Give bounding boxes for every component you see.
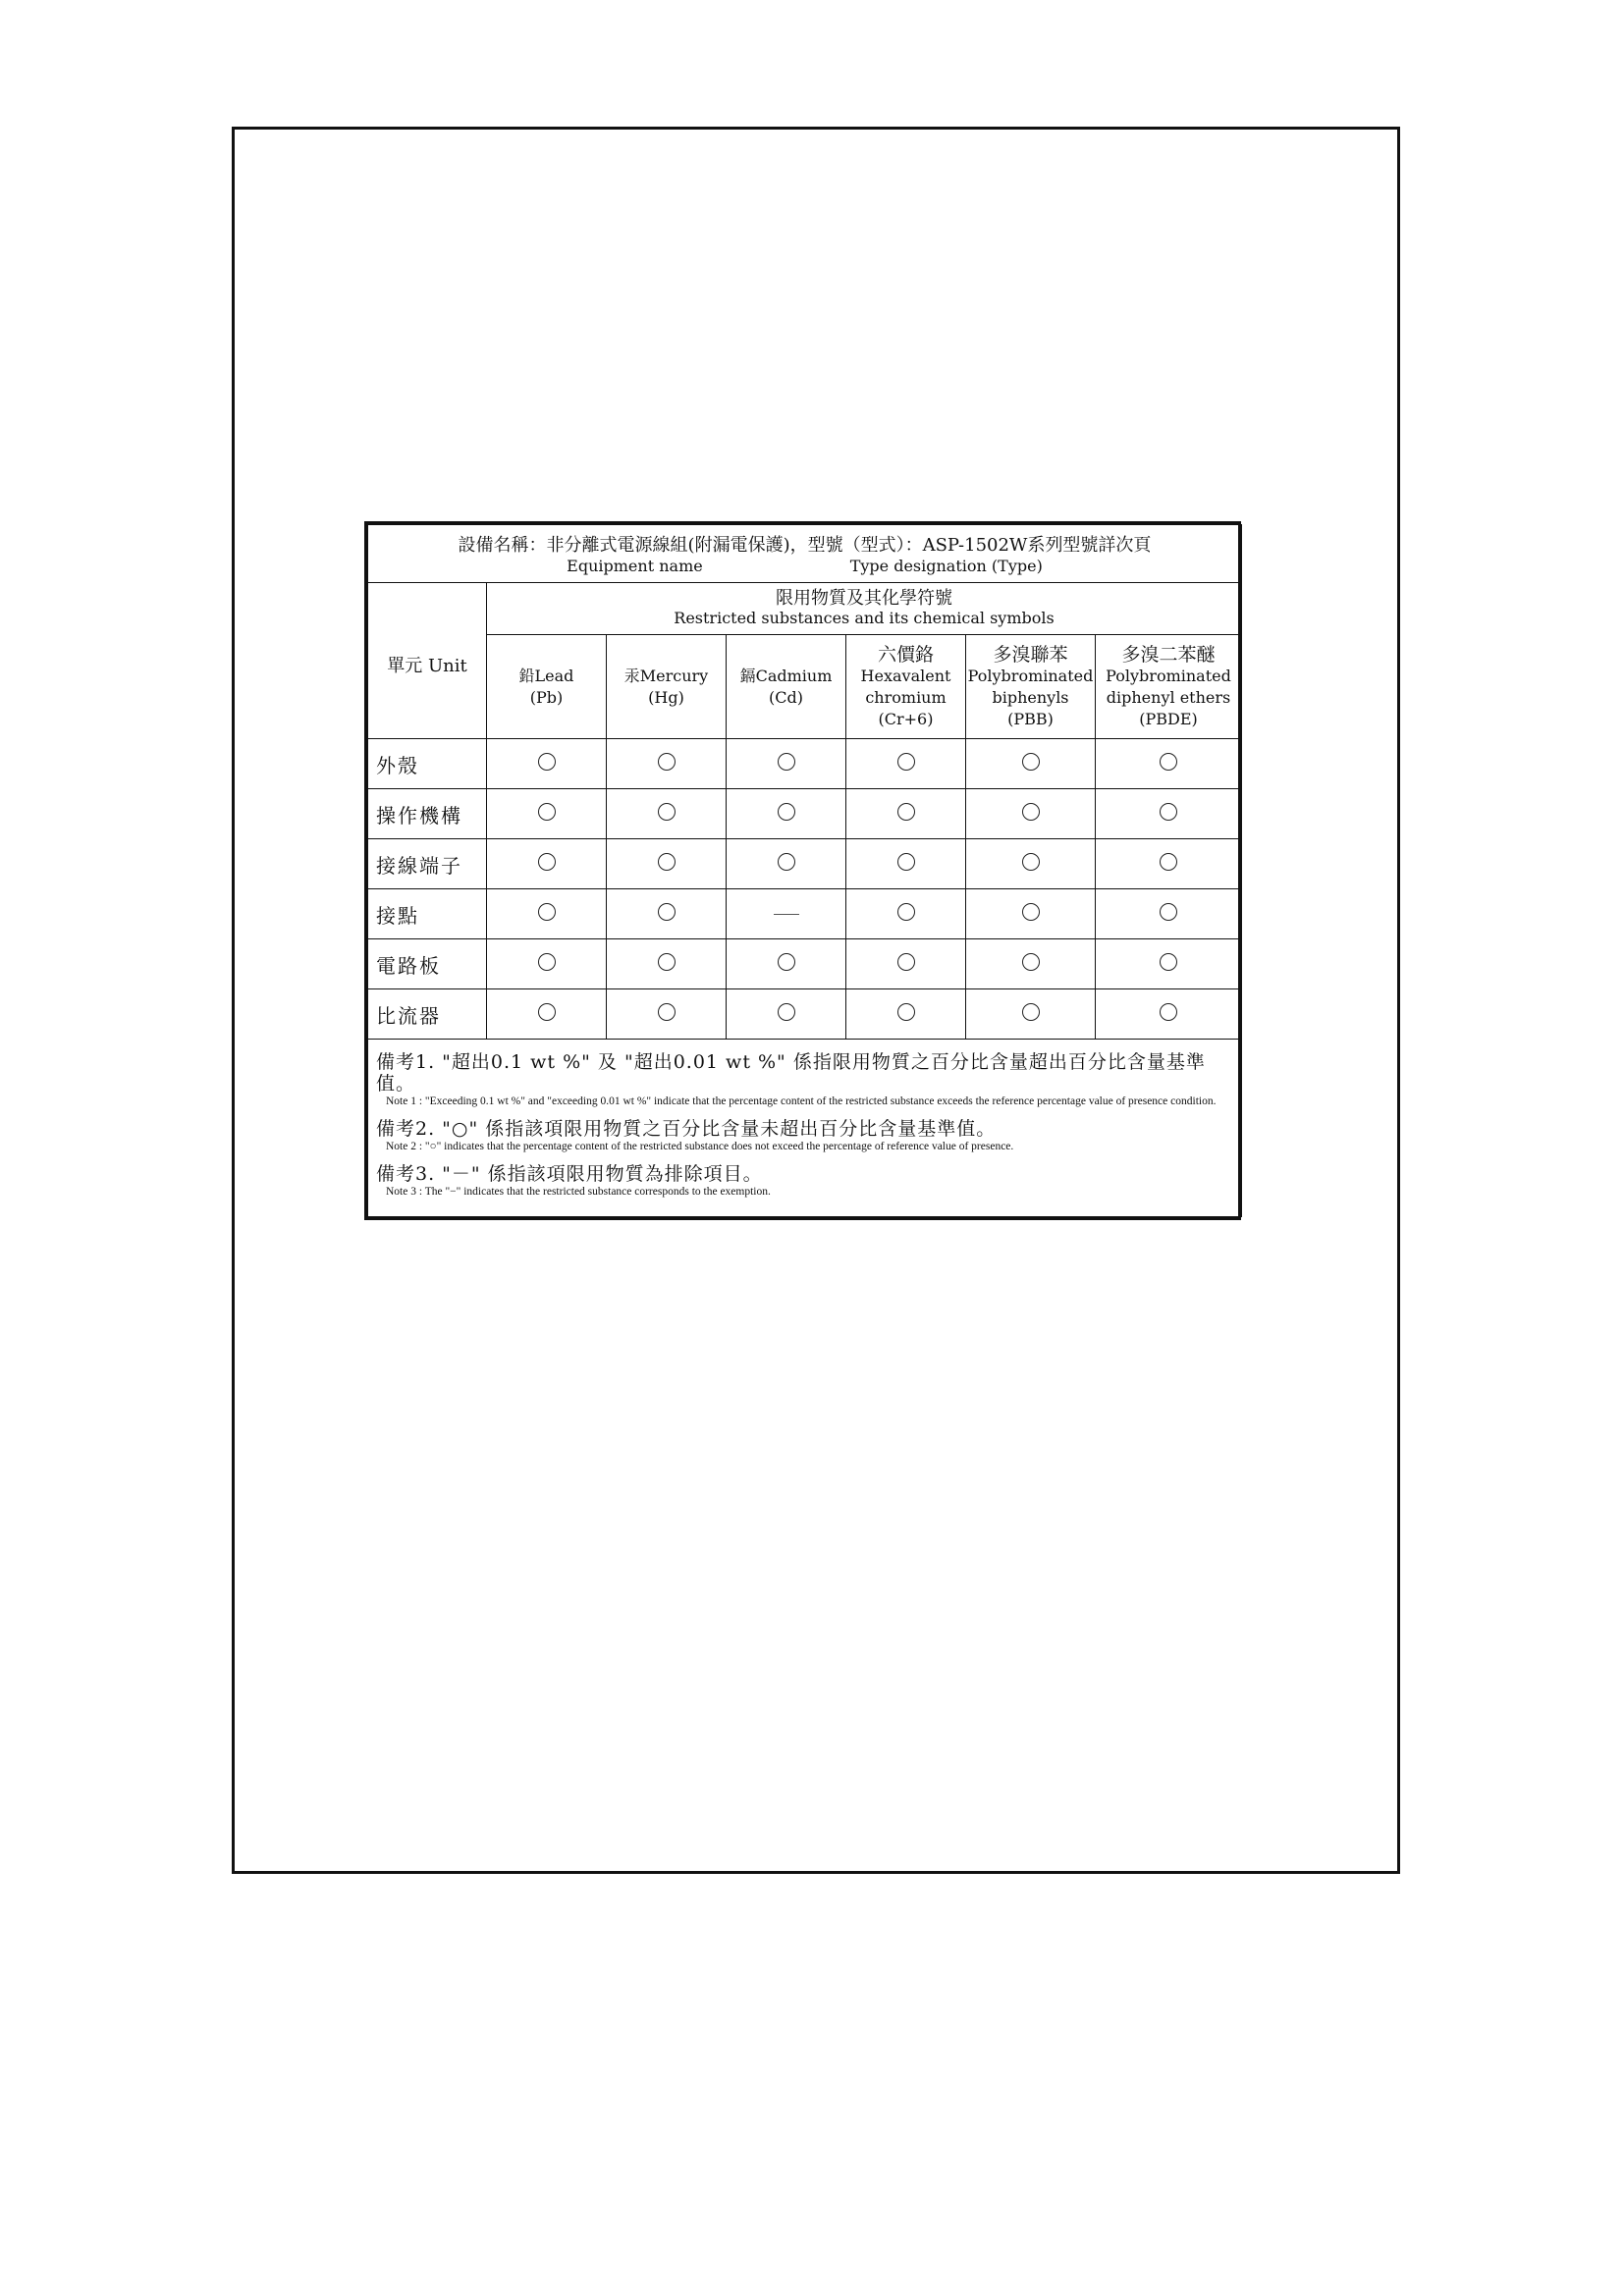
compliant-circle-mark <box>778 853 795 871</box>
mark-cell <box>487 739 607 789</box>
mark-cell <box>727 939 846 989</box>
note-1-en: Note 1 : "Exceeding 0.1 wt %" and "exceeding 0.01 wt %" indicate that the percentage content of the restricted substance exceeds the reference percentage value of presence condition. <box>386 1095 1217 1107</box>
compliant-circle-mark <box>658 953 676 971</box>
mark-cell <box>727 839 846 889</box>
type-designation-label: Type designation (Type) <box>849 556 1043 575</box>
compliant-circle-mark <box>538 853 556 871</box>
mark-cell <box>846 939 966 989</box>
compliant-circle-mark <box>1022 953 1040 971</box>
substance-name-en: chromium <box>865 687 947 707</box>
compliant-circle-mark <box>778 953 795 971</box>
substance-name-zh: 六價鉻 <box>877 643 934 666</box>
mark-cell <box>727 889 846 939</box>
mark-cell <box>846 789 966 839</box>
compliant-circle-mark <box>897 803 915 821</box>
compliant-circle-mark <box>658 753 676 771</box>
mark-cell <box>607 989 727 1040</box>
rohs-declaration-table <box>364 521 1241 1220</box>
substance-name: 鎘Cadmium <box>739 666 833 685</box>
substance-symbol: (PBDE) <box>1139 709 1198 728</box>
mark-cell <box>607 839 727 889</box>
table-row <box>368 989 1242 1040</box>
unit-label: 電路板 <box>368 939 487 989</box>
compliant-circle-mark <box>538 803 556 821</box>
compliant-circle-mark <box>538 953 556 971</box>
substance-name: 鉛Lead <box>518 666 574 685</box>
mark-cell <box>607 939 727 989</box>
mark-cell <box>487 789 607 839</box>
substance-pbde <box>1096 635 1242 739</box>
substance-name-zh: 多溴聯苯 <box>993 643 1068 666</box>
mark-cell <box>966 889 1096 939</box>
substance-cadmium <box>727 635 846 739</box>
equipment-name-label: Equipment name <box>567 556 703 575</box>
mark-cell <box>1096 939 1242 989</box>
compliant-circle-mark <box>1022 853 1040 871</box>
exemption-dash-mark <box>774 914 799 915</box>
note-3-en: Note 3 : The "−" indicates that the restricted substance corresponds to the exemption. <box>386 1186 771 1198</box>
compliant-circle-mark <box>1022 1003 1040 1021</box>
mark-cell <box>846 989 966 1040</box>
compliant-circle-mark <box>1160 903 1177 921</box>
substance-rows <box>368 739 1242 1040</box>
mark-cell <box>966 939 1096 989</box>
substance-name-en: Hexavalent <box>860 666 951 685</box>
mark-cell <box>727 739 846 789</box>
mark-cell <box>846 889 966 939</box>
substance-symbol: (Hg) <box>648 687 684 707</box>
compliant-circle-mark <box>538 903 556 921</box>
restricted-substances-header <box>487 583 1242 635</box>
substance-lead <box>487 635 607 739</box>
substance-symbol: (PBB) <box>1007 709 1054 728</box>
note-2-en: Note 2 : "○" indicates that the percentage content of the restricted substance does not exceed the percentage of reference value of presence. <box>386 1141 1014 1152</box>
mark-cell <box>1096 789 1242 839</box>
unit-label: 接點 <box>368 889 487 939</box>
compliant-circle-mark <box>897 853 915 871</box>
compliant-circle-mark <box>658 903 676 921</box>
restricted-zh: 限用物質及其化學符號 <box>776 588 952 609</box>
equipment-header <box>368 525 1242 583</box>
compliant-circle-mark <box>778 803 795 821</box>
compliant-circle-mark <box>1160 753 1177 771</box>
mark-cell <box>966 839 1096 889</box>
table-row <box>368 839 1242 889</box>
substance-name-en: biphenyls <box>992 687 1069 707</box>
mark-cell <box>607 789 727 839</box>
mark-cell <box>727 789 846 839</box>
compliant-circle-mark <box>897 753 915 771</box>
substance-hexavalent-chromium <box>846 635 966 739</box>
compliant-circle-mark <box>658 1003 676 1021</box>
table-row <box>368 789 1242 839</box>
compliant-circle-mark <box>658 853 676 871</box>
compliant-circle-mark <box>1160 853 1177 871</box>
unit-header: 單元 Unit <box>368 583 487 739</box>
compliant-circle-mark <box>1160 953 1177 971</box>
unit-label: 接線端子 <box>368 839 487 889</box>
mark-cell <box>846 739 966 789</box>
mark-cell <box>727 989 846 1040</box>
mark-cell <box>607 889 727 939</box>
restricted-en: Restricted substances and its chemical symbols <box>674 609 1055 627</box>
mark-cell <box>1096 989 1242 1040</box>
substance-mercury <box>607 635 727 739</box>
compliant-circle-mark <box>538 1003 556 1021</box>
compliant-circle-mark <box>897 1003 915 1021</box>
table-row <box>368 939 1242 989</box>
mark-cell <box>487 839 607 889</box>
mark-cell <box>487 889 607 939</box>
note-2-zh: 備考2. "○" 係指該項限用物質之百分比含量未超出百分比含量基準值。 <box>376 1118 997 1140</box>
substance-symbol: (Cd) <box>769 687 803 707</box>
mark-cell <box>607 739 727 789</box>
compliant-circle-mark <box>778 753 795 771</box>
note-3-zh: 備考3. "－" 係指該項限用物質為排除項目。 <box>376 1163 763 1185</box>
mark-cell <box>487 939 607 989</box>
substance-name-en: Polybrominated <box>1106 666 1231 685</box>
substance-symbol: (Cr+6) <box>878 709 934 728</box>
substance-name-zh: 多溴二苯醚 <box>1121 643 1216 666</box>
mark-cell <box>487 989 607 1040</box>
substance-name-en: diphenyl ethers <box>1106 687 1231 707</box>
substance-pbb <box>966 635 1096 739</box>
compliant-circle-mark <box>1160 803 1177 821</box>
compliant-circle-mark <box>538 753 556 771</box>
compliant-circle-mark <box>1022 903 1040 921</box>
unit-label: 比流器 <box>368 989 487 1040</box>
mark-cell <box>1096 889 1242 939</box>
compliant-circle-mark <box>897 953 915 971</box>
notes-section <box>368 1040 1242 1217</box>
substance-name: 汞Mercury <box>623 666 709 685</box>
unit-label: 外殼 <box>368 739 487 789</box>
note-1-zh: 備考1. "超出0.1 wt %" 及 "超出0.01 wt %" 係指限用物質之百分比含量超出百分比含量基準值。 <box>376 1051 1206 1095</box>
compliant-circle-mark <box>658 803 676 821</box>
table-row <box>368 889 1242 939</box>
substance-symbol: (Pb) <box>529 687 564 707</box>
unit-label: 操作機構 <box>368 789 487 839</box>
table-row <box>368 739 1242 789</box>
compliant-circle-mark <box>778 1003 795 1021</box>
mark-cell <box>1096 839 1242 889</box>
compliant-circle-mark <box>1022 803 1040 821</box>
mark-cell <box>966 789 1096 839</box>
compliant-circle-mark <box>1160 1003 1177 1021</box>
mark-cell <box>1096 739 1242 789</box>
equipment-title: 設備名稱：非分離式電源線組(附漏電保護)，型號（型式）：ASP-1502W系列型號詳次頁 <box>458 534 1152 556</box>
compliant-circle-mark <box>1022 753 1040 771</box>
compliant-circle-mark <box>897 903 915 921</box>
substance-name-en: Polybrominated <box>967 666 1094 685</box>
mark-cell <box>846 839 966 889</box>
mark-cell <box>966 739 1096 789</box>
mark-cell <box>966 989 1096 1040</box>
